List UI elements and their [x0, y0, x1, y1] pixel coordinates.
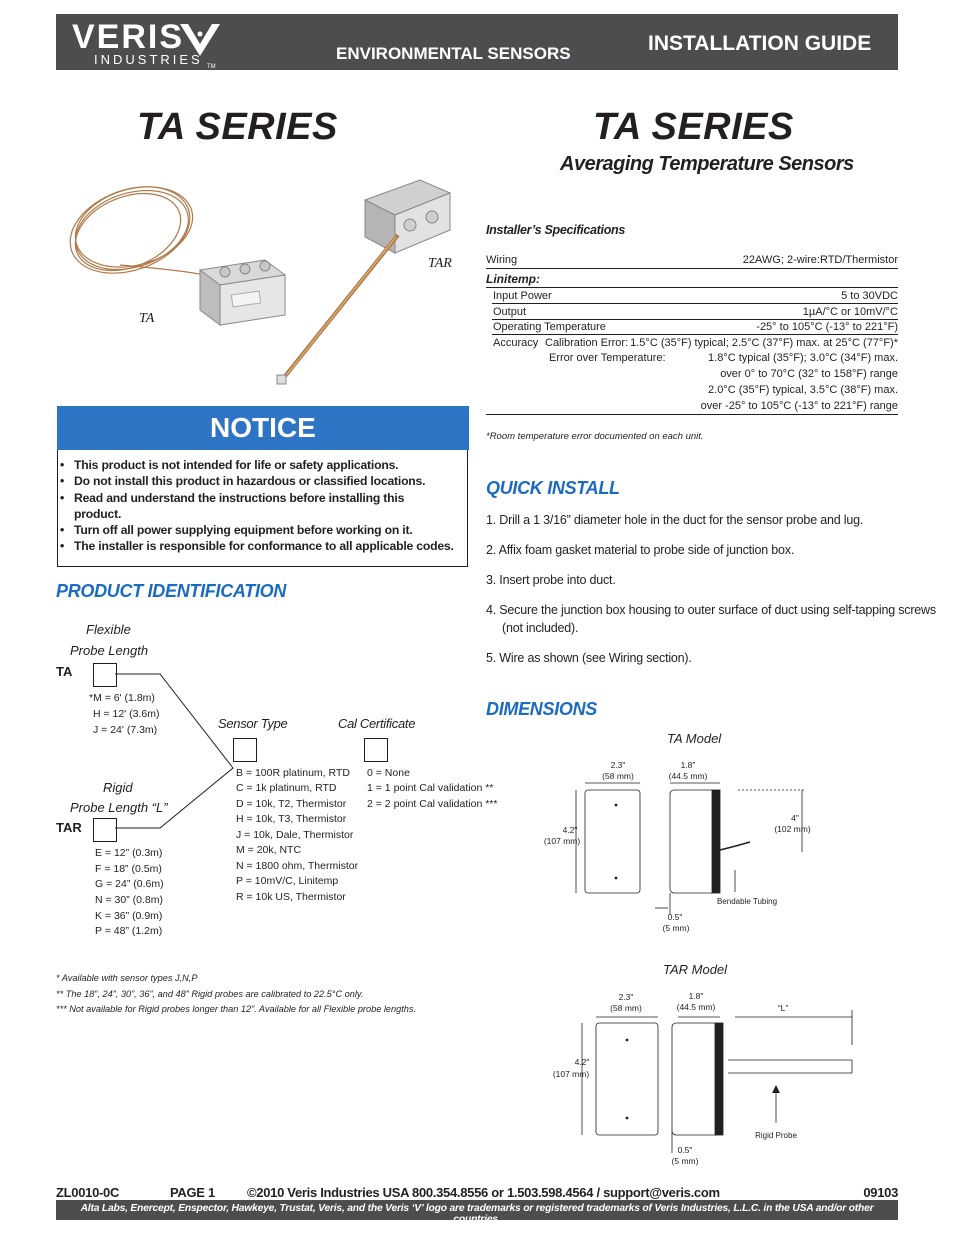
flexible-label: Flexible	[86, 622, 131, 637]
sensor-option: R = 10k US, Thermistor	[236, 891, 346, 903]
sensor-option: H = 10k, T3, Thermistor	[236, 813, 347, 825]
spec-error-temp-line2: over 0° to 70°C (32° to 158°F) range	[720, 368, 898, 380]
ta-model-label: TA Model	[667, 731, 722, 746]
product-note: * Available with sensor types J,N,P	[56, 973, 198, 983]
logo-tm: TM	[207, 64, 216, 70]
cal-option: 0 = None	[367, 767, 410, 779]
spec-error-temp-line3: 2.0°C (35°F) typical, 3.5°C (38°F) max.	[708, 384, 898, 396]
tar-width-mm: (58 mm)	[610, 1003, 642, 1013]
ta-depth-in: 1.8"	[680, 760, 696, 770]
tar-height-in: 4.2"	[574, 1057, 590, 1067]
spec-error-temp-line1: 1.8°C typical (35°F); 3.0°C (34°F) max.	[708, 352, 898, 364]
install-step-1: 1. Drill a 1 3/16” diameter hole in the duct for the sensor probe and lug.	[486, 513, 864, 527]
photo-label-tar: TAR	[428, 256, 452, 271]
tar-depth-mm: (44.5 mm)	[676, 1002, 716, 1012]
spec-op-temp-value: -25° to 105°C (-13° to 221°F)	[756, 321, 898, 333]
product-photo	[60, 175, 460, 390]
ta-flange-mm: (5 mm)	[662, 923, 690, 933]
divider	[492, 319, 898, 320]
notice-title: NOTICE	[210, 412, 316, 443]
spec-cal-error-label: Calibration Error:	[545, 337, 629, 349]
ta-depth-mm: (44.5 mm)	[668, 771, 708, 781]
dimensions-heading: DIMENSIONS	[486, 699, 598, 719]
spec-error-temp-label: Error over Temperature:	[549, 352, 666, 364]
specs-footnote: *Room temperature error documented on each unit.	[486, 431, 704, 442]
divider	[492, 334, 898, 335]
product-note: *** Not available for Rigid probes longer than 12”. Available for all Flexible probe lengths.	[56, 1004, 417, 1014]
subtitle: Averaging Temperature Sensors	[560, 153, 854, 175]
spec-input-power-label: Input Power	[493, 290, 552, 302]
rigid-probe-label: Rigid Probe	[755, 1131, 797, 1140]
install-step-5: 5. Wire as shown (see Wiring section).	[486, 651, 692, 665]
sensor-type-box	[233, 738, 257, 762]
flex-option: *M = 6' (1.8m)	[89, 692, 155, 704]
notice-list	[60, 457, 468, 555]
rigid-option: G = 24” (0.6m)	[95, 878, 164, 890]
notice-item: • The installer is responsible for conformance to all applicable codes.	[60, 538, 468, 554]
divider	[486, 268, 898, 269]
spec-wiring-label: Wiring	[486, 254, 518, 266]
footer-page: PAGE 1	[170, 1185, 215, 1200]
ta-height-in: 4.2"	[562, 825, 578, 835]
sensor-option: B = 100R platinum, RTD	[236, 767, 350, 779]
tar-width-in: 2.3"	[618, 992, 634, 1002]
rigid-option: F = 18” (0.5m)	[95, 863, 162, 875]
specs-heading: Installer’s Specifications	[486, 223, 626, 237]
tar-flange-mm: (5 mm)	[671, 1156, 699, 1166]
flex-option: J = 24' (7.3m)	[93, 724, 158, 736]
tar-model-label: TAR Model	[663, 962, 728, 977]
spec-wiring-value: 22AWG; 2-wire:RTD/Thermistor	[742, 254, 898, 266]
ta-probe-mm: (102 mm)	[774, 824, 811, 834]
rigid-option: P = 48” (1.2m)	[95, 925, 163, 937]
tar-length-label: “L”	[777, 1003, 789, 1013]
cal-option: 1 = 1 point Cal validation **	[367, 782, 494, 794]
spec-cal-error-value: 1.5°C (35°F) typical; 2.5°C (37°F) max. at 25°C (77°F)*	[630, 337, 898, 349]
spec-op-temp-label: Operating Temperature	[493, 321, 606, 333]
install-step-3: 3. Insert probe into duct.	[486, 573, 616, 587]
ta-code: TA	[56, 664, 73, 679]
sensor-option: D = 10k, T2, Thermistor	[236, 798, 347, 810]
ta-width-mm: (58 mm)	[602, 771, 634, 781]
spec-error-temp-line4: over -25° to 105°C (-13° to 221°F) range	[700, 400, 898, 412]
install-step-2: 2. Affix foam gasket material to probe side of junction box.	[486, 543, 795, 557]
notice-item: • Read and understand the instructions before installing this product.	[60, 490, 468, 523]
quick-install-heading: QUICK INSTALL	[486, 478, 620, 498]
ta-probe-in: 4"	[791, 813, 799, 823]
install-step-4: 4. Secure the junction box housing to outer surface of duct using self-tapping screws	[486, 603, 936, 617]
product-id-heading: PRODUCT IDENTIFICATION	[56, 581, 287, 601]
rigid-option: E = 12” (0.3m)	[95, 847, 163, 859]
doc-type-label: INSTALLATION GUIDE	[648, 32, 872, 55]
tar-flange-in: 0.5"	[677, 1145, 693, 1155]
logo-brand: VERIS	[72, 18, 185, 56]
sensor-option: C = 1k platinum, RTD	[236, 782, 337, 794]
cal-cert-box	[364, 738, 388, 762]
flex-length-box	[93, 663, 117, 687]
notice-item: • Turn off all power supplying equipment before working on it.	[60, 522, 468, 538]
cal-option: 2 = 2 point Cal validation ***	[367, 798, 498, 810]
ta-width-in: 2.3"	[610, 760, 626, 770]
rigid-label: Rigid	[103, 780, 133, 795]
title-right: TA SERIES	[593, 106, 794, 148]
product-id-connector-lines	[115, 670, 235, 840]
tar-code: TAR	[56, 820, 82, 835]
install-step-4-cont: (not included).	[502, 621, 579, 635]
photo-label-ta: TA	[139, 311, 155, 326]
rigid-option: N = 30” (0.8m)	[95, 894, 163, 906]
footer-code: 09103	[863, 1185, 898, 1200]
rigid-option: K = 36” (0.9m)	[95, 910, 163, 922]
footer-trademark: Alta Labs, Enercept, Enspector, Hawkeye, Trustat, Veris, and the Veris ‘V’ logo are trademarks or registered trademarks of Veris Industries, L.L.C. in the USA and/or other countries.	[80, 1203, 874, 1225]
spec-output-value: 1µA/°C or 10mV/°C	[802, 306, 898, 318]
rigid-length-box	[93, 818, 117, 842]
footer-doc-no: ZL0010-0C	[56, 1185, 120, 1200]
divider	[492, 303, 898, 304]
tar-dimension-drawing	[560, 1005, 860, 1165]
flex-option: H = 12' (3.6m)	[93, 708, 160, 720]
ta-flange-in: 0.5"	[667, 912, 683, 922]
cal-cert-label: Cal Certificate	[338, 716, 416, 731]
bendable-tubing-label: Bendable Tubing	[716, 897, 778, 906]
sensor-option: J = 10k, Dale, Thermistor	[236, 829, 354, 841]
ta-height-mm: (107 mm)	[543, 836, 581, 846]
spec-input-power-value: 5 to 30VDC	[841, 290, 898, 302]
spec-linitemp-label: Linitemp:	[486, 272, 540, 286]
tar-depth-in: 1.8"	[688, 991, 704, 1001]
notice-item: • This product is not intended for life or safety applications.	[60, 457, 468, 473]
rigid-label-2: Probe Length “L”	[70, 800, 168, 815]
sensor-option: P = 10mV/C, Linitemp	[236, 875, 339, 887]
notice-item: • Do not install this product in hazardous or classified locations.	[60, 473, 468, 489]
product-note: ** The 18”, 24”, 30”, 36”, and 48” Rigid probes are calibrated to 22.5°C only.	[56, 989, 364, 999]
tar-height-mm: (107 mm)	[552, 1069, 590, 1079]
spec-accuracy-label: Accuracy	[493, 337, 539, 349]
sensor-option: N = 1800 ohm, Thermistor	[236, 860, 359, 872]
footer-copyright: ©2010 Veris Industries USA 800.354.8556 or 1.503.598.4564 / support@veris.com	[247, 1185, 720, 1200]
logo-sub: INDUSTRIES	[94, 52, 203, 67]
sensor-type-label: Sensor Type	[218, 716, 288, 731]
title-left: TA SERIES	[137, 106, 338, 148]
divider	[486, 287, 898, 288]
divider	[486, 414, 898, 415]
category-label: ENVIRONMENTAL SENSORS	[336, 44, 571, 63]
flexible-label-2: Probe Length	[70, 643, 149, 658]
spec-output-label: Output	[493, 306, 527, 318]
sensor-option: M = 20k, NTC	[236, 844, 302, 856]
